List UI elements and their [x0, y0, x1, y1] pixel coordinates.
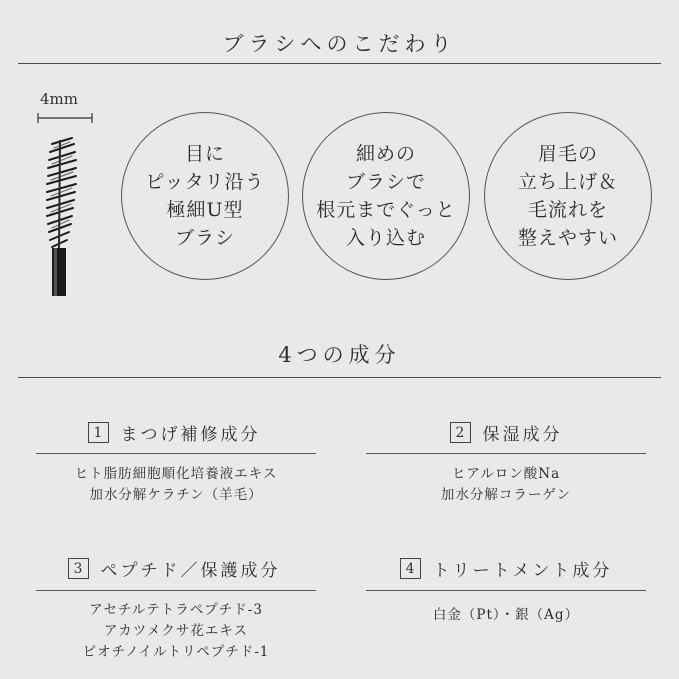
ingredient-title: ペプチド／保護成分 [100, 561, 281, 581]
ingredient-line: ヒト脂肪細胞順化培養液エキス [74, 466, 278, 482]
ingredient-1-list [26, 464, 326, 506]
feature-circle-brow [484, 112, 652, 280]
ingredient-number: 3 [68, 558, 89, 579]
ingredients-section-divider [18, 377, 661, 378]
ingredient-line: ヒアルロン酸Na [451, 466, 561, 482]
ingredient-line: 加水分解コラーゲン [440, 487, 572, 503]
ingredient-line: ビオチノイルトリペプチド-1 [82, 644, 270, 660]
ingredient-3-list [26, 600, 326, 663]
ingredient-number: 1 [88, 422, 109, 443]
ingredient-2-divider [366, 453, 646, 454]
feature-text: 極細U型 [166, 199, 244, 221]
brush-width-label: 4mm [40, 90, 78, 108]
ingredient-title: 保湿成分 [482, 425, 563, 445]
feature-text: 整えやすい [517, 227, 618, 249]
feature-text: 眉毛の [537, 143, 598, 165]
feature-text: 毛流れを [527, 199, 608, 221]
ingredient-3-heading [26, 556, 322, 581]
feature-text: 立ち上げ＆ [517, 171, 618, 193]
ingredient-1-heading [26, 420, 322, 445]
ingredient-title: トリートメント成分 [432, 561, 613, 581]
ingredient-number: 2 [450, 422, 471, 443]
ingredient-2-list [356, 464, 656, 506]
feature-text: 目に [184, 143, 225, 165]
feature-text: 入り込む [345, 227, 426, 249]
ingredient-line: 白金（Pt）・銀（Ag） [432, 607, 580, 623]
feature-text: ブラシ [174, 227, 235, 249]
ingredient-line: アカツメクサ花エキス [103, 623, 249, 639]
ingredient-4-heading [358, 556, 654, 581]
ingredient-4-list [356, 605, 656, 626]
brush-section-divider [18, 63, 661, 64]
ingredient-3-divider [36, 590, 316, 591]
ingredient-1-divider [36, 453, 316, 454]
ingredient-line: 加水分解ケラチン（羊毛） [89, 487, 263, 503]
ingredients-section-title: 4つの成分 [278, 343, 401, 367]
ingredient-number: 4 [400, 558, 421, 579]
feature-text: ブラシで [345, 171, 426, 193]
feature-text: ピッタリ沿う [145, 171, 265, 193]
mascara-brush-illustration [30, 108, 110, 303]
feature-text: 細めの [355, 143, 416, 165]
ingredient-4-divider [366, 590, 646, 591]
feature-text: 根元までぐっと [316, 199, 456, 221]
brush-section-title: ブラシへのこだわり [222, 32, 457, 56]
ingredient-line: アセチルテトラペプチド-3 [89, 602, 263, 618]
feature-circle-ushape [121, 112, 289, 280]
ingredient-2-heading [358, 420, 654, 445]
ingredient-title: まつげ補修成分 [120, 425, 261, 445]
feature-circle-thin [302, 112, 470, 280]
